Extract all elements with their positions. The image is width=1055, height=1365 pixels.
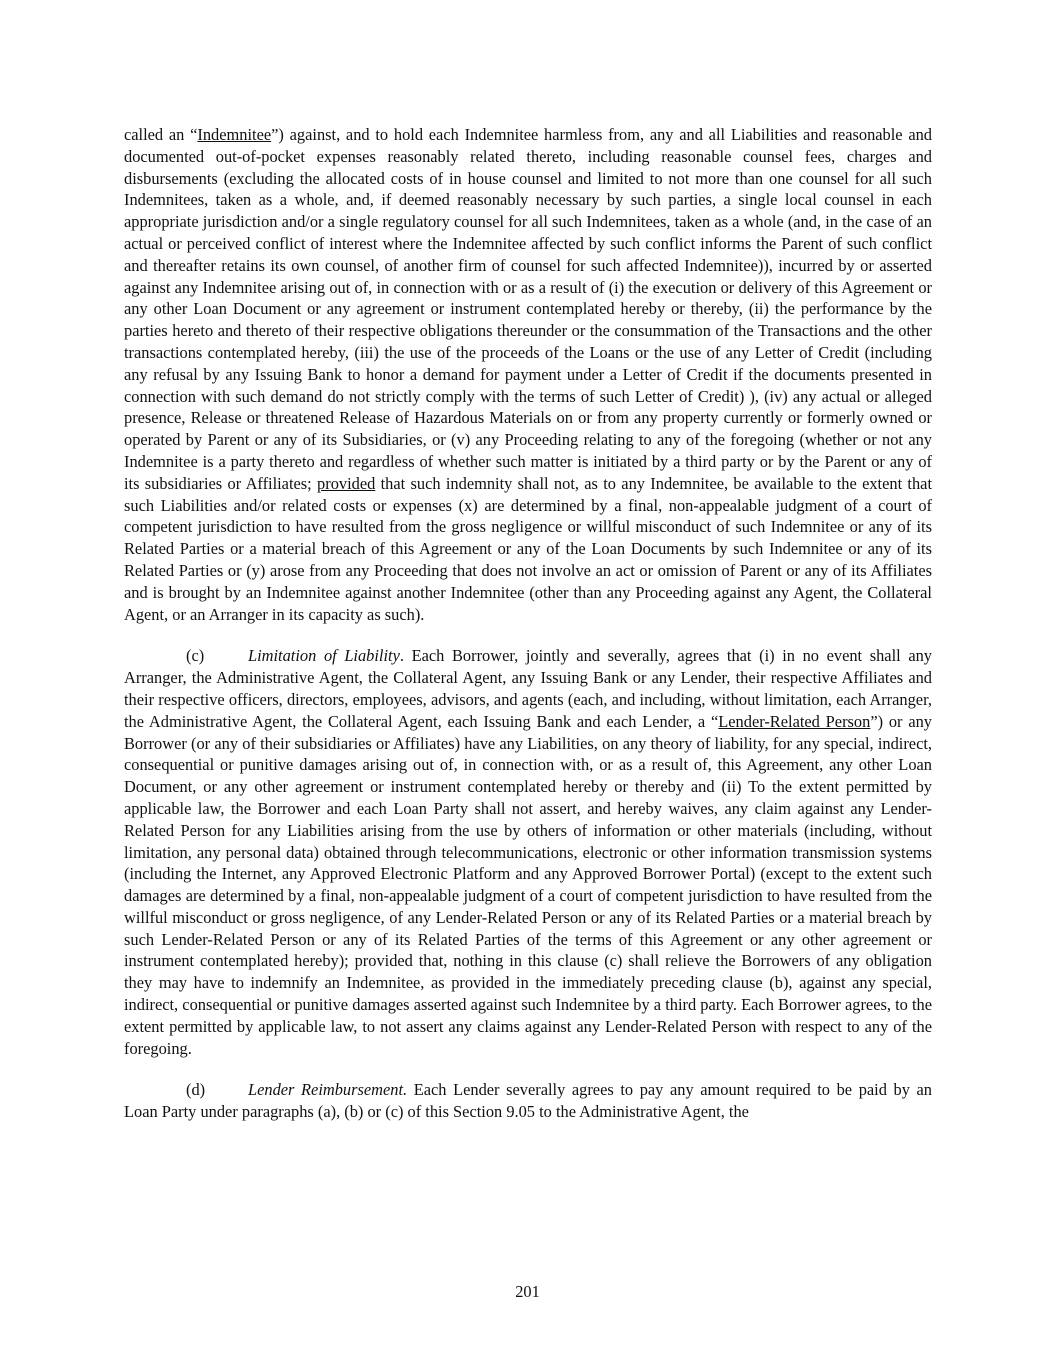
paragraph-indemnification-continued bbox=[124, 124, 932, 625]
text-run: . Each Borrower, jointly and severally, agrees that (i) in no event shall any Arranger, the Administrative Agent, the Collateral Agent, any Issuing Bank or any Lender, their respective Affiliates and their respective officers, directors, employees, advisors, and agents (each, and including, without limitation, each Arranger, the Administrative Agent, the Collateral Agent, each Issuing Bank and each Lender, a “ bbox=[124, 646, 932, 731]
text-run: ”) against, and to hold each Indemnitee harmless from, any and all Liabilities and reasonable and documented out-of-pocket expenses reasonably related thereto, including reasonable counsel fees, charges and disbursements (excluding the allocated costs of in house counsel and limited to not more than one counsel for all such Indemnitees, taken as a whole, and, if deemed reasonably necessary by such parties, a single local counsel in each appropriate jurisdiction and/or a single regulatory counsel for all such Indemnitees, taken as a whole (and, in the case of an actual or perceived conflict of interest where the Indemnitee affected by such conflict informs the Parent of such conflict and thereafter retains its own counsel, of another firm of counsel for such affected Indemnitee)), incurred by or asserted against any Indemnitee arising out of, in connection with or as a result of (i) the execution or delivery of this Agreement or any other Loan Document or any agreement or instrument contemplated hereby or thereby, (ii) the performance by the parties hereto and thereto of their respective obligations thereunder or the consummation of the Transactions and the other transactions contemplated hereby, (iii) the use of the proceeds of the Loans or the use of any Letter of Credit (including any refusal by any Issuing Bank to honor a demand for payment under a Letter of Credit if the documents presented in connection with such demand do not strictly comply with the terms of such Letter of Credit) ), (iv) any actual or alleged presence, Release or threatened Release of Hazardous Materials on or from any property currently or formerly owned or operated by Parent or any of its Subsidiaries, or (v) any Proceeding relating to any of the foregoing (whether or not any Indemnitee is a party thereto and regardless of whether such matter is initiated by a third party or by the Parent or any of its subsidiaries or Affiliates; bbox=[124, 125, 932, 493]
clause-number-d: (d) bbox=[186, 1080, 206, 1100]
clause-heading-limitation-of-liability: Limitation of Liability bbox=[248, 646, 400, 666]
text-run: that such indemnity shall not, as to any Indemnitee, be available to the extent that such Liabilities and/or related costs or expenses (x) are determined by a final, non-appealable judgment of a court of competent jurisdiction to have resulted from the gross negligence or willful misconduct of such Indemnitee or any of its Related Parties or a material breach of this Agreement or any of the Loan Documents by such Indemnitee or any of its Related Parties or (y) arose from any Proceeding that does not involve an act or omission of Parent or any of its Affiliates and is brought by an Indemnitee against another Indemnitee (other than any Proceeding against any Agent, the Collateral Agent, or an Arranger in its capacity as such). bbox=[124, 473, 933, 624]
defined-term-indemnitee: Indemnitee bbox=[197, 125, 272, 144]
clause-heading-lender-reimbursement: Lender Reimbursement. bbox=[248, 1080, 408, 1100]
text-run: called an “ bbox=[124, 125, 198, 144]
defined-term-lender-related-person: Lender-Related Person bbox=[718, 711, 871, 731]
clause-number-c: (c) bbox=[186, 646, 205, 666]
document-page bbox=[124, 124, 932, 1123]
paragraph-lender-reimbursement bbox=[124, 1079, 932, 1123]
paragraph-limitation-of-liability bbox=[124, 645, 932, 1059]
defined-term-provided: provided bbox=[317, 473, 376, 493]
page-number: 201 bbox=[515, 1282, 540, 1301]
text-run: Each Lender severally agrees to pay any amount required to be paid by an Loan Party under paragraphs (a), (b) or (c) of this Section 9.05 to the Administrative Agent, the bbox=[124, 1080, 933, 1122]
text-run: ”) or any Borrower (or any of their subsidiaries or Affiliates) have any Liabilities, on any theory of liability, for any special, indirect, consequential or punitive damages arising out of, in connection with, or as a result of, this Agreement, any other Loan Document, or any other agreement or instrument contemplated hereby or thereby and (ii) To the extent permitted by applicable law, the Borrower and each Loan Party shall not assert, and hereby waives, any claim against any Lender-Related Person for any Liabilities arising from the use by others of information or other materials (including, without limitation, any personal data) obtained through telecommunications, electronic or other information transmission systems (including the Internet, any Approved Electronic Platform and any Approved Borrower Portal) (except to the extent such damages are determined by a final, non-appealable judgment of a court of competent jurisdiction to have resulted from the willful misconduct or gross negligence, of any Lender-Related Person or any of its Related Parties or a material breach by such Lender-Related Person or any of its Related Parties of the terms of this Agreement or any other agreement or instrument contemplated hereby); provided that, nothing in this clause (c) shall relieve the Borrowers of any obligation they may have to indemnify an Indemnitee, as provided in the immediately preceding clause (b), against any special, indirect, consequential or punitive damages asserted against such Indemnitee by a third party. Each Borrower agrees, to the extent permitted by applicable law, to not assert any claims against any Lender-Related Person with respect to any of the foregoing. bbox=[124, 711, 932, 1058]
